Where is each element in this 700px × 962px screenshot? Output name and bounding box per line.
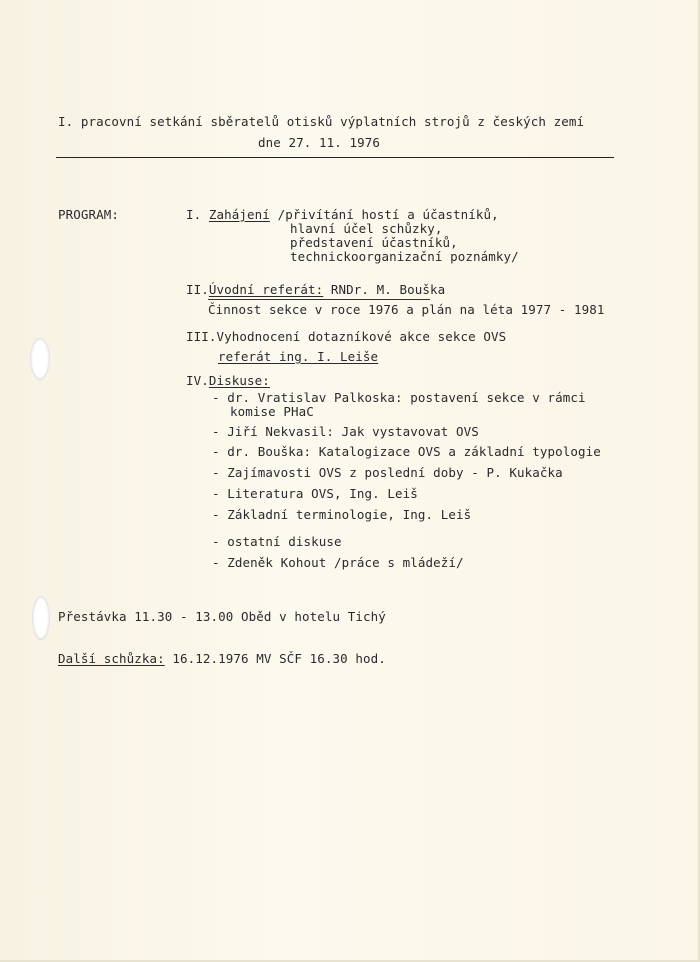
list-item: - Literatura OVS, Ing. Leiš [212, 486, 418, 501]
section-2-number: II. [186, 282, 209, 297]
section-2-title: Úvodní referát: [208, 282, 324, 297]
section-4-number: IV. [186, 373, 209, 388]
next-meeting-label: Další schůzka: [58, 651, 165, 666]
punch-hole-bottom [32, 596, 50, 640]
section-4 [186, 374, 270, 388]
list-item: - Jiří Nekvasil: Jak vystavovat OVS [212, 424, 479, 439]
document-title: I. pracovní setkání sběratelů otisků výplatních strojů z českých zemí [58, 114, 585, 129]
section-2 [186, 283, 445, 297]
next-meeting-value: 16.12.1976 MV SČF 16.30 hod. [172, 651, 386, 666]
section-4-title: Diskuse: [208, 373, 270, 388]
document-date: dne 27. 11. 1976 [258, 135, 381, 150]
section-2-line: Činnost sekce v roce 1976 a plán na léta 1977 - 1981 [208, 302, 605, 317]
section-2-speaker: RNDr. M. Bouška [330, 282, 446, 297]
list-item: - Základní terminologie, Ing. Leiš [212, 507, 472, 522]
section-3-line: III.Vyhodnocení dotazníkové akce sekce OVS [186, 329, 507, 344]
section-1-line-2: hlavní účel schůzky, [290, 221, 443, 236]
list-item: - Zajímavosti OVS z poslední doby - P. Kukačka [212, 465, 563, 480]
list-item: - ostatní diskuse [212, 534, 342, 549]
next-meeting [58, 652, 386, 666]
section-2-underline [208, 299, 430, 300]
section-1 [186, 208, 499, 222]
list-item: - Zdeněk Kohout /práce s mládeží/ [212, 555, 464, 570]
title-divider [56, 157, 614, 158]
section-1-line-3: představení účastníků, [290, 235, 458, 250]
section-1-line-1: /přivítání hostí a účastníků, [277, 207, 499, 222]
list-item: komise PHaC [230, 404, 314, 419]
section-3-referat: referát ing. I. Leiše [218, 349, 379, 364]
program-label: PROGRAM: [58, 207, 120, 222]
section-1-title: Zahájení [208, 207, 270, 222]
section-1-line-4: technickoorganizační poznámky/ [290, 249, 519, 264]
section-1-number: I. [186, 207, 202, 222]
punch-hole-top [30, 338, 50, 380]
list-item: - dr. Vratislav Palkoska: postavení sekce v rámci [212, 390, 586, 405]
list-item: - dr. Bouška: Katalogizace OVS a základní typologie [212, 444, 601, 459]
break-line: Přestávka 11.30 - 13.00 Oběd v hotelu Tichý [58, 609, 386, 624]
